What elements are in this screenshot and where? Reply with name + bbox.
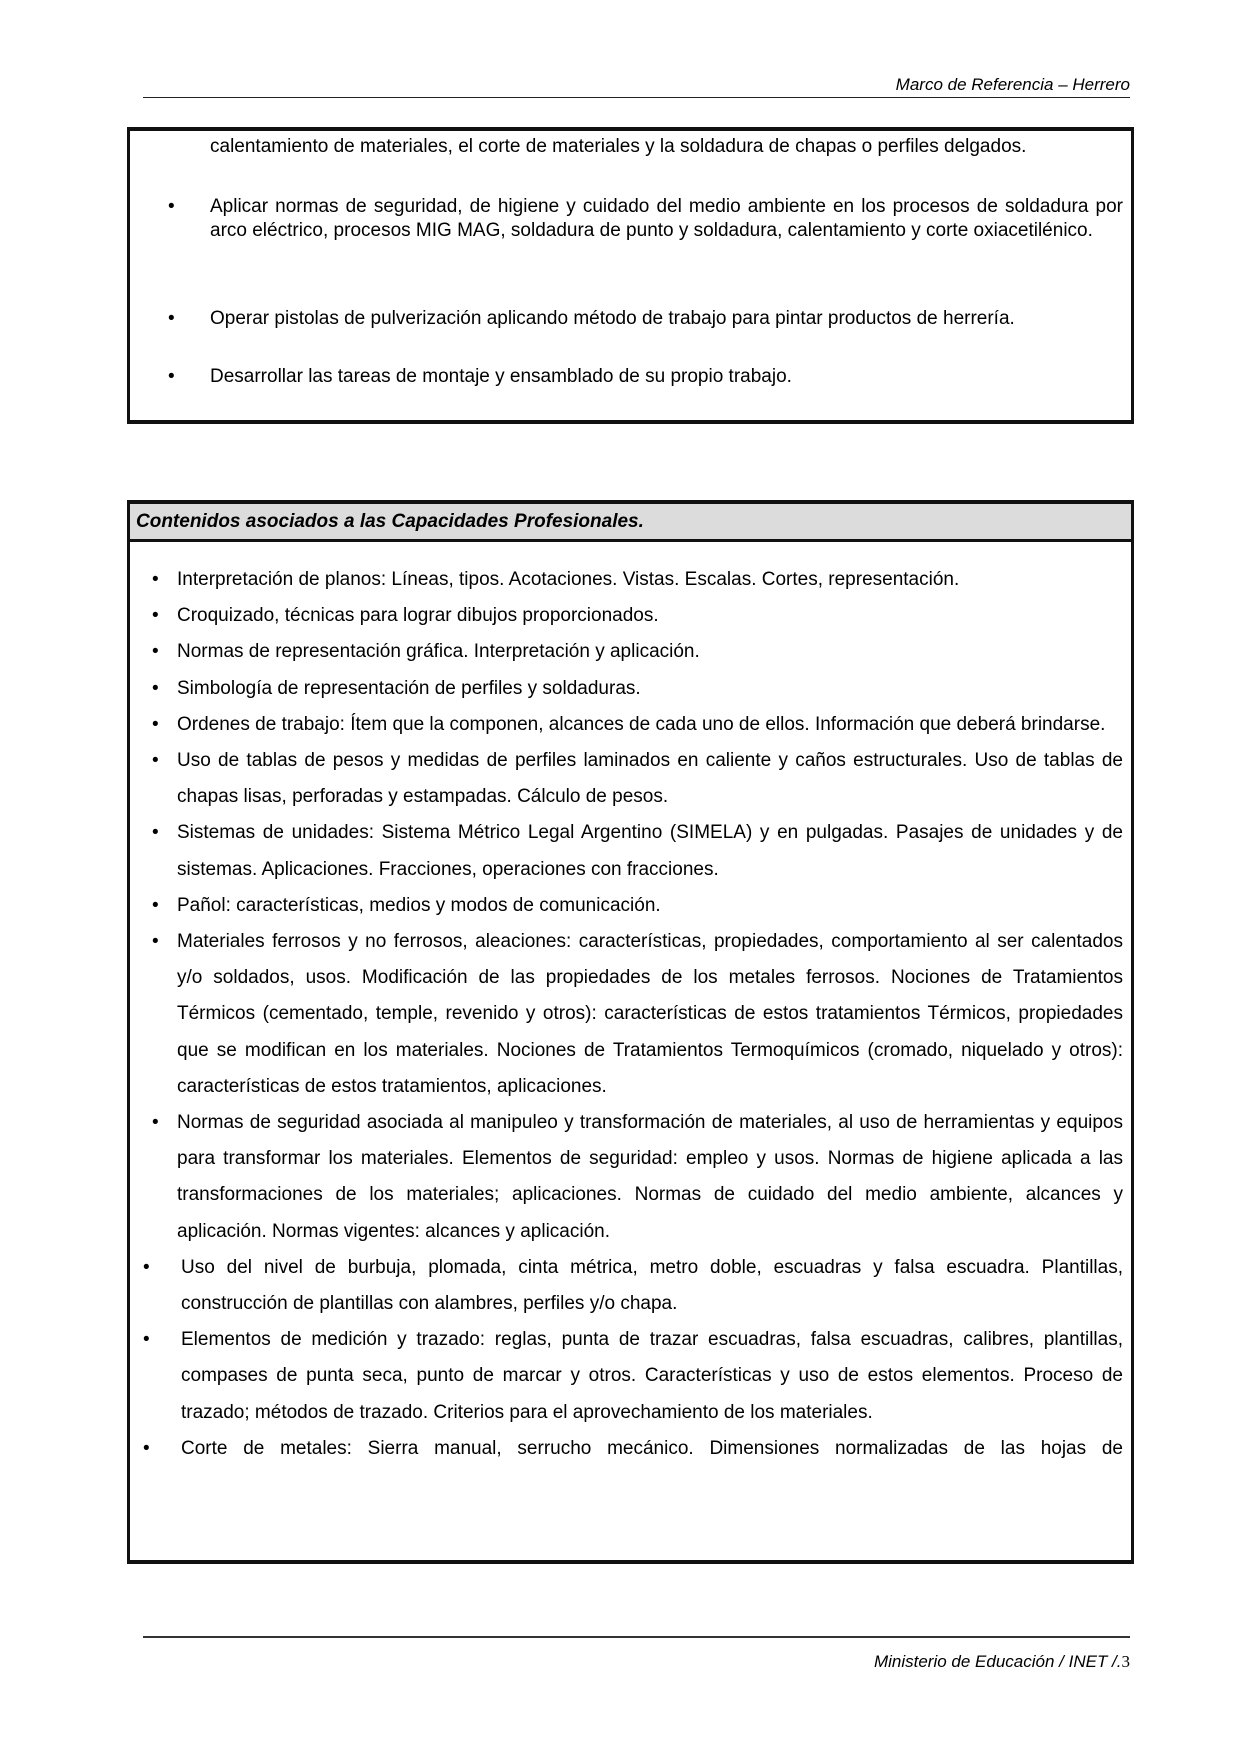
list-item: • Aplicar normas de seguridad, de higiene y cuidado del medio ambiente en los procesos de soldadura por arco eléctrico, procesos MIG MAG, soldadura de punto y soldadura, calentamiento y corte oxiacetilénico.	[168, 196, 1123, 241]
contents-box-title: Contenidos asociados a las Capacidades Profesionales.	[130, 504, 1131, 542]
bullet-icon: •	[152, 569, 159, 590]
list-item: • Interpretación de planos: Líneas, tipos. Acotaciones. Vistas. Escalas. Cortes, representación.	[130, 562, 1123, 598]
list-item: • Ordenes de trabajo: Ítem que la componen, alcances de cada uno de ellos. Información que deberá brindarse.	[130, 707, 1123, 743]
list-item: • Normas de seguridad asociada al manipuleo y transformación de materiales, al uso de herramientas y equipos para transformar los materiales. Elementos de seguridad: empleo y usos. Normas de higiene aplicada a las transformaciones de los materiales; aplicaciones. Normas de cuidado del medio ambiente, alcances y aplicación. Normas vigentes: alcances y aplicación.	[130, 1105, 1123, 1250]
list-item: • Desarrollar las tareas de montaje y ensamblado de su propio trabajo.	[168, 366, 792, 387]
footer-rule	[143, 1636, 1130, 1638]
capacities-box	[127, 127, 1134, 424]
list-item: • Uso de tablas de pesos y medidas de perfiles laminados en caliente y caños estructurales. Uso de tablas de chapas lisas, perforadas y estampadas. Cálculo de pesos.	[130, 743, 1123, 815]
bullet-icon: •	[168, 308, 175, 329]
bullet-icon: •	[152, 822, 159, 844]
bullet-icon: •	[168, 366, 175, 387]
bullet-icon: •	[168, 196, 175, 217]
bullet-icon: •	[143, 1329, 150, 1351]
bullet-icon: •	[143, 1256, 150, 1278]
header-title: Marco de Referencia – Herrero	[895, 75, 1130, 94]
contents-list	[130, 562, 1131, 1467]
bullet-icon: •	[152, 894, 159, 916]
contents-box	[127, 500, 1134, 1564]
list-item: • Operar pistolas de pulverización aplicando método de trabajo para pintar productos de herrería.	[168, 308, 1015, 329]
bullet-icon: •	[152, 1112, 159, 1134]
bullet-icon: •	[152, 713, 159, 735]
header-rule	[143, 97, 1130, 98]
list-item: • Croquizado, técnicas para lograr dibujos proporcionados.	[130, 598, 1123, 634]
list-item: • Elementos de medición y trazado: reglas, punta de trazar escuadras, falsa escuadras, calibres, plantillas, compases de punta seca, punto de marcar y otros. Características y uso de estos elementos. Proceso de trazado; métodos de trazado. Criterios para el aprovechamiento de los materiales.	[130, 1322, 1123, 1431]
footer-text: Ministerio de Educación / INET /.3	[873, 1652, 1130, 1671]
continuation-text: calentamiento de materiales, el corte de materiales y la soldadura de chapas o perfiles delgados.	[210, 136, 1027, 157]
bullet-icon: •	[152, 931, 159, 953]
list-item: • Sistemas de unidades: Sistema Métrico Legal Argentino (SIMELA) y en pulgadas. Pasajes de unidades y de sistemas. Aplicaciones. Fracciones, operaciones con fracciones.	[130, 815, 1123, 887]
list-item: • Pañol: características, medios y modos de comunicación.	[130, 888, 1123, 924]
bullet-icon: •	[152, 750, 159, 772]
list-item: • Corte de metales: Sierra manual, serrucho mecánico. Dimensiones normalizadas de las hojas de	[130, 1431, 1123, 1467]
list-item: • Uso del nivel de burbuja, plomada, cinta métrica, metro doble, escuadras y falsa escuadra. Plantillas, construcción de plantillas con alambres, perfiles y/o chapa.	[130, 1250, 1123, 1322]
list-item: • Simbología de representación de perfiles y soldaduras.	[130, 671, 1123, 707]
list-item: • Materiales ferrosos y no ferrosos, aleaciones: características, propiedades, comportamiento al ser calentados y/o soldados, usos. Modificación de las propiedades de los metales ferrosos. Nociones de Tratamientos Térmicos (cementado, temple, revenido y otros): características de estos tratamientos Térmicos, propiedades que se modifican en los materiales. Nociones de Tratamientos Termoquímicos (cromado, niquelado y otros): características de estos tratamientos, aplicaciones.	[130, 924, 1123, 1105]
bullet-icon: •	[152, 641, 159, 663]
bullet-icon: •	[143, 1437, 150, 1459]
list-item: • Normas de representación gráfica. Interpretación y aplicación.	[130, 634, 1123, 670]
page-number: 3	[1121, 1652, 1130, 1671]
bullet-icon: •	[152, 605, 159, 627]
bullet-icon: •	[152, 677, 159, 699]
